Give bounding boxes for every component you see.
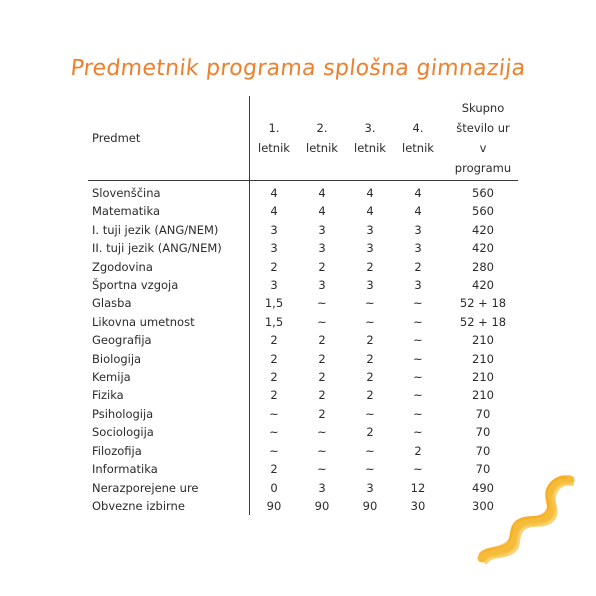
header-year-3: 3. letnik [354,121,386,155]
cell-subject: I. tuji jezik (ANG/NEM) [88,221,250,239]
table-row [88,423,518,441]
cell-total-hours: 420 [472,278,494,293]
cell-subject: Športna vzgoja [88,276,250,294]
cell-year-3: 2 [366,333,374,348]
cell-subject: Obvezne izbirne [88,497,250,515]
cell-total-hours: 52 + 18 [459,314,507,329]
cell-year-1: 4 [270,204,278,219]
cell-year-2: 4 [318,204,326,219]
cell-total-hours: 560 [472,186,494,200]
table-row [88,442,518,460]
header-year-4: 4. letnik [402,121,434,155]
table-row [88,386,518,404]
table-row [88,202,518,220]
cell-year-3: 3 [366,480,374,495]
cell-total-hours: 420 [472,241,494,256]
cell-year-4: 4 [414,204,422,219]
cell-year-1: 2 [270,388,278,403]
cell-year-4: 4 [414,186,422,200]
header-total-hours: Skupno število ur v programu [454,101,512,175]
cell-subject: Kemija [88,368,250,386]
cell-year-4: ~ [413,370,423,385]
cell-total-hours: 420 [472,222,494,237]
cell-year-4: ~ [413,314,423,329]
cell-year-3: 4 [366,186,374,200]
cell-year-4: ~ [413,406,423,421]
cell-year-1: 2 [270,351,278,366]
cell-total-hours: 210 [472,333,494,348]
cell-total-hours: 52 + 18 [459,296,507,311]
cell-year-4: ~ [413,388,423,403]
cell-total-hours: 560 [472,204,494,219]
cell-year-2: 3 [318,480,326,495]
cell-subject: Biologija [88,350,250,368]
curriculum-table-container [88,96,518,515]
cell-year-1: ~ [269,406,279,421]
cell-total-hours: 70 [475,425,491,440]
cell-year-3: 3 [366,241,374,256]
cell-total-hours: 280 [472,259,494,274]
cell-year-2: ~ [317,443,327,458]
cell-year-2: 2 [318,259,326,274]
cell-year-2: 2 [318,406,326,421]
cell-subject: II. tuji jezik (ANG/NEM) [88,239,250,257]
cell-subject: Likovna umetnost [88,313,250,331]
cell-year-3: ~ [365,296,375,311]
cell-total-hours: 70 [475,406,491,421]
cell-year-2: 2 [318,388,326,403]
table-row [88,331,518,349]
cell-year-3: 2 [366,351,374,366]
cell-year-1: 0 [270,480,278,495]
cell-year-1: 2 [270,370,278,385]
cell-year-1: 90 [266,498,282,513]
header-year-2: 2. letnik [306,121,338,155]
cell-year-1: 1,5 [264,314,284,329]
table-row [88,368,518,386]
table-row [88,221,518,239]
cell-year-1: 2 [270,462,278,477]
cell-total-hours: 70 [475,462,491,477]
table-header-row [88,96,518,181]
cell-year-2: 4 [318,186,326,200]
cell-year-4: 3 [414,222,422,237]
cell-subject: Nerazporejene ure [88,479,250,497]
cell-year-1: ~ [269,443,279,458]
table-row [88,460,518,478]
cell-year-4: ~ [413,351,423,366]
cell-year-3: ~ [365,462,375,477]
cell-year-1: 4 [270,186,278,200]
cell-total-hours: 490 [472,480,494,495]
cell-year-3: 3 [366,278,374,293]
cell-subject: Slovenščina [88,181,250,203]
header-subject: Predmet [88,96,250,181]
header-year-1: 1. letnik [258,121,290,155]
cell-year-1: ~ [269,425,279,440]
table-row [88,276,518,294]
cell-year-2: 3 [318,222,326,237]
cell-year-2: 90 [314,498,330,513]
table-row [88,181,518,203]
cell-year-4: 12 [410,480,426,495]
cell-subject: Sociologija [88,423,250,441]
cell-subject: Matematika [88,202,250,220]
cell-total-hours: 210 [472,370,494,385]
cell-year-4: 2 [414,259,422,274]
cell-year-2: ~ [317,425,327,440]
cell-year-1: 1,5 [264,296,284,311]
cell-year-4: 30 [410,498,426,513]
cell-total-hours: 300 [472,498,494,513]
cell-year-1: 3 [270,241,278,256]
cell-total-hours: 210 [472,388,494,403]
cell-year-1: 3 [270,278,278,293]
cell-year-3: 90 [362,498,378,513]
cell-year-2: 2 [318,370,326,385]
cell-year-3: 4 [366,204,374,219]
cell-subject: Fizika [88,386,250,404]
cell-total-hours: 70 [475,443,491,458]
table-row [88,497,518,515]
cell-year-3: ~ [365,314,375,329]
curriculum-table [88,96,518,515]
cell-year-3: 2 [366,388,374,403]
cell-year-4: ~ [413,333,423,348]
cell-subject: Zgodovina [88,258,250,276]
cell-year-4: ~ [413,462,423,477]
cell-year-2: 2 [318,351,326,366]
cell-subject: Filozofija [88,442,250,460]
table-row [88,313,518,331]
cell-year-4: ~ [413,425,423,440]
cell-year-2: 3 [318,278,326,293]
cell-year-3: ~ [365,443,375,458]
cell-year-2: ~ [317,462,327,477]
cell-total-hours: 210 [472,351,494,366]
cell-year-3: 3 [366,222,374,237]
cell-year-4: 2 [414,443,422,458]
cell-subject: Informatika [88,460,250,478]
cell-year-2: 2 [318,333,326,348]
table-row [88,294,518,312]
cell-year-3: 2 [366,425,374,440]
cell-year-3: ~ [365,406,375,421]
cell-subject: Geografija [88,331,250,349]
table-row [88,350,518,368]
table-row [88,405,518,423]
cell-year-1: 2 [270,259,278,274]
cell-year-3: 2 [366,259,374,274]
cell-subject: Psihologija [88,405,250,423]
page-title: Predmetnik programa splošna gimnazija [69,56,527,81]
cell-year-1: 2 [270,333,278,348]
cell-year-4: ~ [413,296,423,311]
cell-year-2: ~ [317,314,327,329]
cell-year-4: 3 [414,278,422,293]
table-body [88,181,518,516]
cell-year-4: 3 [414,241,422,256]
table-row [88,239,518,257]
yellow-squiggle-icon [474,470,578,570]
cell-subject: Glasba [88,294,250,312]
cell-year-3: 2 [366,370,374,385]
cell-year-1: 3 [270,222,278,237]
cell-year-2: 3 [318,241,326,256]
table-row [88,258,518,276]
cell-year-2: ~ [317,296,327,311]
table-row [88,479,518,497]
